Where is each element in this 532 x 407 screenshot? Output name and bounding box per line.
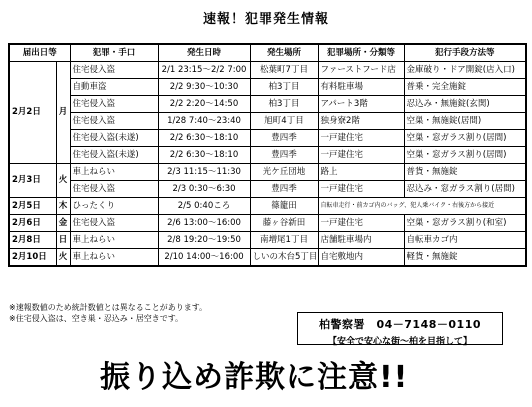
- crime-type: 住宅侵入盗(未遂): [70, 147, 158, 164]
- place-category: 自転車走行・前カゴ内のバッグ、犯人乗バイク・右後方から接近: [318, 198, 526, 215]
- table-header-row: [9, 44, 526, 62]
- crime-type: 自動車盗: [70, 79, 158, 96]
- crime-type: 住宅侵入盗: [70, 215, 158, 232]
- occurrence-datetime: 2/8 19:20～19:50: [158, 232, 250, 249]
- place-category: 独身寮2階: [318, 113, 404, 130]
- table-row: [9, 130, 526, 147]
- occurrence-datetime: 2/6 13:00～16:00: [158, 215, 250, 232]
- header-method: 犯行手段方法等: [404, 44, 526, 62]
- table-row: [9, 181, 526, 198]
- place-category: 一戸建住宅: [318, 147, 404, 164]
- occurrence-location: しいの木台5丁目: [250, 249, 318, 267]
- place-category: アパート3階: [318, 96, 404, 113]
- table-row: [9, 215, 526, 232]
- report-date: 2月5日: [9, 198, 56, 215]
- police-phone: 柏警察署 04－7148－0110: [318, 318, 482, 331]
- occurrence-location: 松葉町7丁目: [250, 62, 318, 79]
- fraud-warning: 振り込め詐欺に注意!!: [100, 360, 409, 395]
- report-date: 2月3日: [9, 164, 56, 198]
- place-category: ファーストフード店: [318, 62, 404, 79]
- occurrence-location: 篠籠田: [250, 198, 318, 215]
- place-category: 一戸建住宅: [318, 130, 404, 147]
- crime-method: 空巣・窓ガラス割り(和室): [404, 215, 526, 232]
- crime-type: ひったくり: [70, 198, 158, 215]
- table-row: [9, 249, 526, 267]
- page-title: 速報！犯罪発生情報: [202, 12, 329, 27]
- occurrence-location: 豊四季: [250, 181, 318, 198]
- day-of-week: 日: [56, 232, 70, 249]
- occurrence-datetime: 2/2 9:30～10:30: [158, 79, 250, 96]
- crime-type: 住宅侵入盗: [70, 96, 158, 113]
- day-of-week: 金: [56, 215, 70, 232]
- crime-type: 住宅侵入盗: [70, 62, 158, 79]
- occurrence-datetime: 1/28 7:40～23:40: [158, 113, 250, 130]
- crime-type: 住宅侵入盗: [70, 181, 158, 198]
- crime-method: 空巣・無施錠(居間): [404, 113, 526, 130]
- header-crime-type: 犯罪・手口: [70, 44, 158, 62]
- occurrence-location: 柏3丁目: [250, 79, 318, 96]
- occurrence-datetime: 2/3 0:30～6:30: [158, 181, 250, 198]
- crime-method: 自転車カゴ内: [404, 232, 526, 249]
- table-row: [9, 164, 526, 181]
- crime-type: 住宅侵入盗(未遂): [70, 130, 158, 147]
- occurrence-location: 柏3丁目: [250, 96, 318, 113]
- table-row: [9, 147, 526, 164]
- crime-method: 空巣・窓ガラス割り(居間): [404, 147, 526, 164]
- occurrence-datetime: 2/2 6:30～18:10: [158, 130, 250, 147]
- place-category: 自宅敷地内: [318, 249, 404, 267]
- occurrence-datetime: 2/2 2:20～14:50: [158, 96, 250, 113]
- crime-type: 車上ねらい: [70, 232, 158, 249]
- report-date: 2月8日: [9, 232, 56, 249]
- header-datetime: 発生日時: [158, 44, 250, 62]
- occurrence-location: 光ケ丘団地: [250, 164, 318, 181]
- footnotes: [9, 302, 207, 324]
- police-contact-box: [297, 312, 503, 345]
- footnote: ※住宅侵入盗は、空き巣・忍込み・居空きです。: [9, 314, 184, 323]
- day-of-week: 火: [56, 249, 70, 267]
- occurrence-datetime: 2/1 23:15～2/2 7:00: [158, 62, 250, 79]
- police-slogan: 【安全で安心な街～柏を目指して】: [327, 337, 472, 347]
- day-of-week: 火: [56, 164, 70, 198]
- crime-method: 空巣・窓ガラス割り(居間): [404, 130, 526, 147]
- table-row: [9, 198, 526, 215]
- occurrence-datetime: 2/3 11:15～11:30: [158, 164, 250, 181]
- header-location: 発生場所: [250, 44, 318, 62]
- table-row: [9, 79, 526, 96]
- table-row: [9, 96, 526, 113]
- crime-report-table: [8, 43, 527, 267]
- occurrence-location: 旭町4丁目: [250, 113, 318, 130]
- occurrence-datetime: 2/5 0:40ころ: [158, 198, 250, 215]
- crime-type: 車上ねらい: [70, 164, 158, 181]
- table-row: [9, 232, 526, 249]
- crime-method: 普乗・完全施錠: [404, 79, 526, 96]
- occurrence-location: 藤ヶ谷新田: [250, 215, 318, 232]
- occurrence-datetime: 2/2 6:30～18:10: [158, 147, 250, 164]
- header-place-category: 犯罪場所・分類等: [318, 44, 404, 62]
- footnote: ※速報数値のため統計数値とは異なることがあります。: [9, 303, 208, 312]
- place-category: 一戸建住宅: [318, 181, 404, 198]
- place-category: 路上: [318, 164, 404, 181]
- day-of-week: 月: [56, 62, 70, 164]
- table-body: [9, 62, 526, 267]
- crime-type: 車上ねらい: [70, 249, 158, 267]
- crime-type: 住宅侵入盗: [70, 113, 158, 130]
- place-category: 一戸建住宅: [318, 215, 404, 232]
- occurrence-location: 南増尾1丁目: [250, 232, 318, 249]
- crime-method: 軽貨・無施錠: [404, 249, 526, 267]
- report-date: 2月2日: [9, 62, 56, 164]
- crime-method: 普貨・無施錠: [404, 164, 526, 181]
- occurrence-location: 豊四季: [250, 147, 318, 164]
- crime-method: 忍込み・窓ガラス割り(居間): [404, 181, 526, 198]
- crime-method: 忍込み・無施錠(玄関): [404, 96, 526, 113]
- report-date: 2月6日: [9, 215, 56, 232]
- place-category: 店舗駐車場内: [318, 232, 404, 249]
- report-date: 2月10日: [9, 249, 56, 267]
- header-report-date: 届出日等: [9, 44, 70, 62]
- place-category: 有料駐車場: [318, 79, 404, 96]
- day-of-week: 木: [56, 198, 70, 215]
- occurrence-datetime: 2/10 14:00～16:00: [158, 249, 250, 267]
- table-row: [9, 62, 526, 79]
- crime-method: 金庫破り・ドア開錠(店入口): [404, 62, 526, 79]
- occurrence-location: 豊四季: [250, 130, 318, 147]
- table-row: [9, 113, 526, 130]
